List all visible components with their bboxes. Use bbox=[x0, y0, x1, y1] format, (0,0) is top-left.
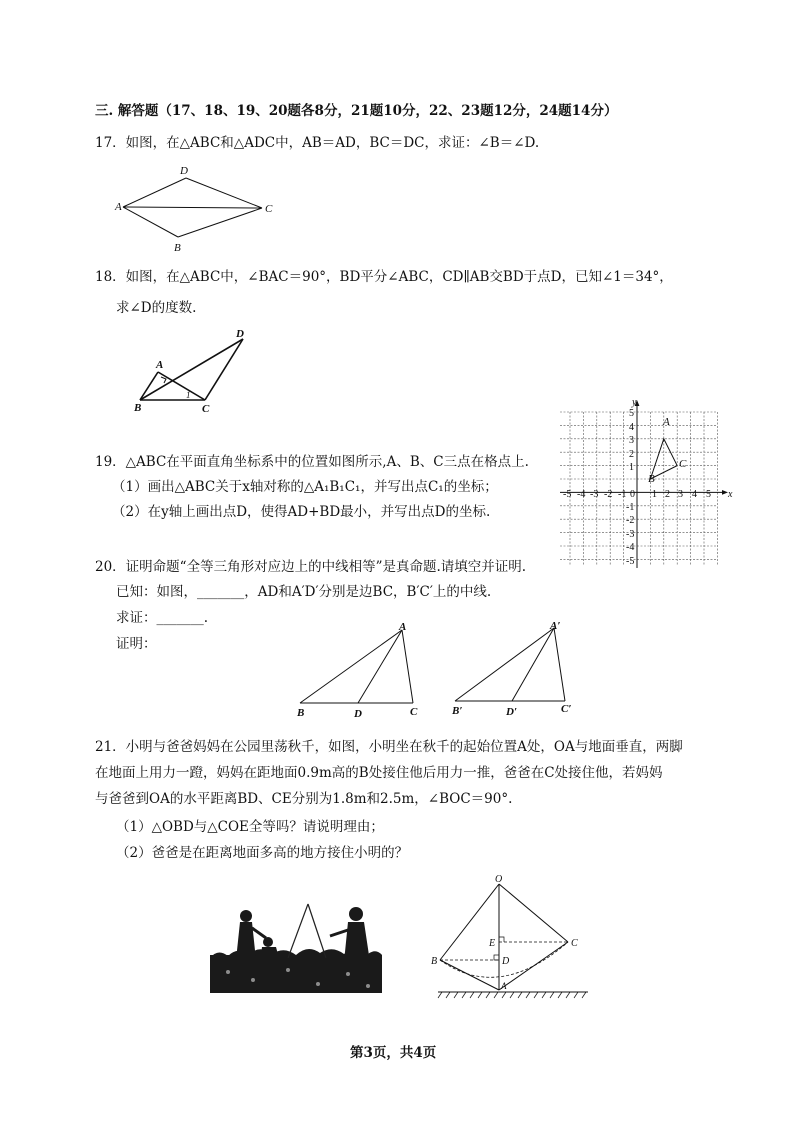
question-19-line2: （1）画出△ABC关于x轴对称的△A₁B₁C₁，并写出点C₁的坐标； bbox=[112, 479, 498, 495]
y-axis-label: y bbox=[632, 397, 637, 408]
label-A-prime: A′ bbox=[550, 620, 561, 632]
label-D: D bbox=[236, 328, 244, 340]
x-tick: -2 bbox=[604, 489, 613, 500]
label-O: O bbox=[495, 874, 503, 885]
label-A: A bbox=[501, 981, 507, 991]
q18-triangle-figure bbox=[130, 325, 260, 420]
x-tick: 5 bbox=[706, 489, 711, 500]
question-20-line1: 20．证明命题“全等三角形对应边上的中线相等”是真命题.请填空并证明. bbox=[95, 559, 527, 575]
label-B: B bbox=[134, 402, 142, 414]
label-A: A bbox=[399, 621, 407, 633]
angle-1-label: 1 bbox=[186, 390, 191, 400]
x-tick: 1 bbox=[652, 489, 657, 500]
label-B: B bbox=[297, 707, 305, 719]
label-B: B bbox=[174, 242, 181, 254]
q20-congruent-triangles-figure bbox=[290, 618, 590, 723]
label-B-prime: B′ bbox=[452, 705, 463, 717]
y-tick: 1 bbox=[629, 462, 634, 473]
question-20-line3: 求证：_______. bbox=[116, 610, 209, 626]
label-C: C bbox=[410, 706, 418, 718]
label-D-prime: D′ bbox=[506, 706, 518, 718]
y-tick: -3 bbox=[626, 529, 635, 540]
question-17-text: 17．如图，在△ABC和△ADC中，AB＝AD，BC＝DC，求证：∠B＝∠D. bbox=[95, 135, 540, 151]
x-tick: 4 bbox=[692, 489, 697, 500]
label-D: D bbox=[502, 956, 510, 967]
y-tick: 5 bbox=[629, 408, 634, 419]
question-21-line5: （2）爸爸是在距离地面多高的地方接住小明的？ bbox=[116, 845, 409, 861]
label-D: D bbox=[354, 708, 362, 720]
y-tick: -2 bbox=[626, 515, 635, 526]
label-B: B bbox=[431, 956, 438, 967]
label-B: B bbox=[648, 473, 655, 485]
question-21-line2: 在地面上用力一蹬，妈妈在距地面0.9m高的B处接住他后用力一推，爸爸在C处接住他，若妈妈 bbox=[95, 765, 663, 781]
x-tick: 2 bbox=[665, 489, 670, 500]
label-C-prime: C′ bbox=[561, 703, 572, 715]
question-18-line2: 求∠D的度数. bbox=[116, 300, 197, 316]
label-C: C bbox=[265, 203, 273, 215]
y-tick: 2 bbox=[629, 449, 634, 460]
question-19-line1: 19．△ABC在平面直角坐标系中的位置如图所示,A、B、C三点在格点上. bbox=[95, 454, 529, 470]
x-tick: -1 bbox=[618, 489, 627, 500]
page-footer: 第3页，共4页 bbox=[350, 1045, 437, 1061]
x-tick: -4 bbox=[577, 489, 586, 500]
q21-swing-geometry-figure bbox=[428, 872, 598, 1000]
label-A: A bbox=[115, 201, 122, 213]
label-A: A bbox=[156, 359, 164, 371]
label-A: A bbox=[663, 416, 670, 428]
x-tick: -5 bbox=[563, 489, 572, 500]
label-C: C bbox=[679, 458, 687, 470]
section-header: 三. 解答题（17、18、19、20题各8分，21题10分，22、23题12分，24题14分） bbox=[95, 103, 618, 119]
label-C: C bbox=[202, 403, 210, 415]
swing-silhouette-image bbox=[208, 900, 386, 995]
question-19-line3: （2）在y轴上画出点D，使得AD+BD最小，并写出点D的坐标. bbox=[112, 504, 491, 520]
y-tick: -1 bbox=[626, 502, 635, 513]
question-21-line4: （1）△OBD与△COE全等吗？请说明理由； bbox=[116, 819, 384, 835]
question-20-line2: 已知：如图，_______，AD和A′D′分别是边BC，B′C′上的中线. bbox=[116, 584, 492, 600]
y-tick: -5 bbox=[626, 556, 635, 567]
question-21-line3: 与爸爸到OA的水平距离BD、CE分别为1.8m和2.5m，∠BOC＝90°. bbox=[95, 791, 513, 807]
x-tick: -3 bbox=[590, 489, 599, 500]
label-C: C bbox=[571, 938, 578, 949]
y-tick: 4 bbox=[629, 422, 634, 433]
label-D: D bbox=[180, 165, 188, 177]
q17-quadrilateral-figure bbox=[110, 160, 290, 255]
question-20-line4: 证明： bbox=[116, 636, 157, 652]
x-tick: 3 bbox=[678, 489, 683, 500]
question-18-line1: 18．如图，在△ABC中，∠BAC＝90°，BD平分∠ABC，CD∥AB交BD于点D，已知∠1＝34°， bbox=[95, 269, 673, 285]
y-tick: 3 bbox=[629, 435, 634, 446]
x-axis-label: x bbox=[728, 489, 733, 500]
coordinate-grid-figure bbox=[560, 397, 735, 575]
question-21-line1: 21．小明与爸爸妈妈在公园里荡秋千，如图，小明坐在秋千的起始位置A处，OA与地面垂直，两脚 bbox=[95, 739, 683, 755]
x-tick: 0 bbox=[630, 489, 635, 500]
y-tick: -4 bbox=[626, 542, 635, 553]
label-E: E bbox=[489, 938, 496, 949]
